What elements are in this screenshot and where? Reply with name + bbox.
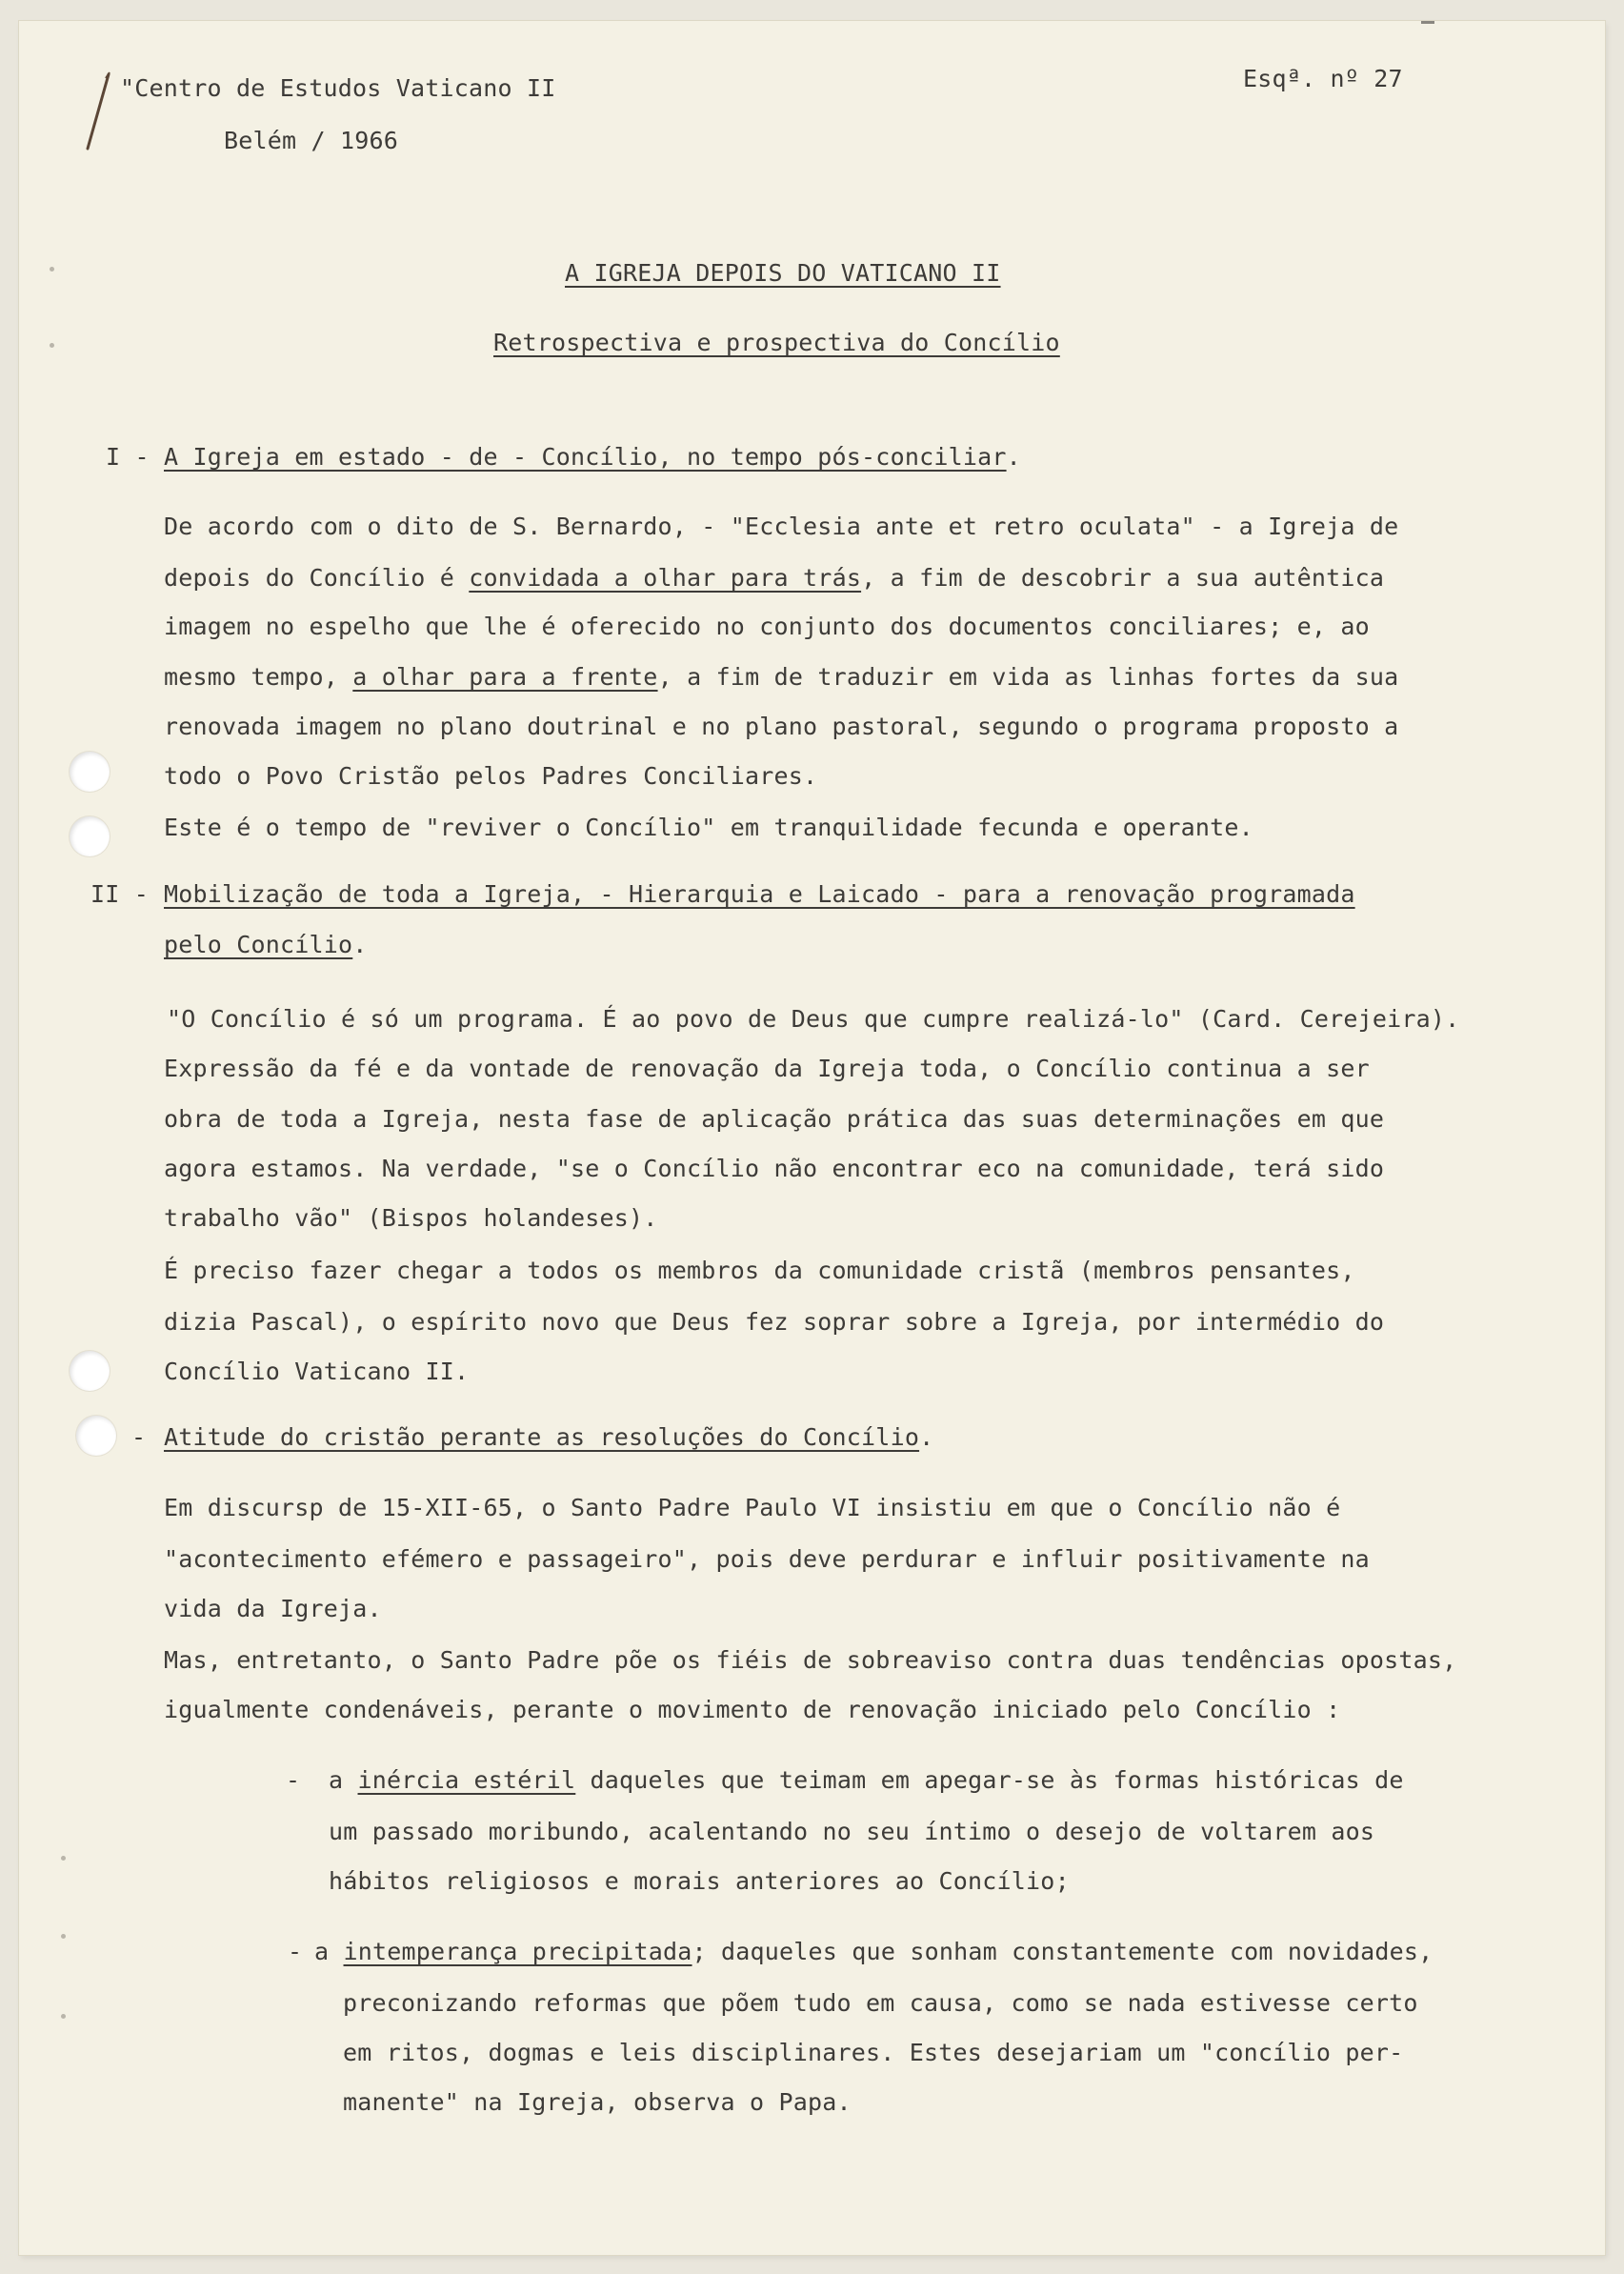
speck xyxy=(61,1856,66,1861)
bullet1-line3: hábitos religiosos e morais anteriores ao Concílio; xyxy=(329,1867,1070,1895)
section2-number: II - xyxy=(90,880,150,908)
document-subtitle: Retrospectiva e prospectiva do Concílio xyxy=(493,329,1060,356)
bullet1-dash: - xyxy=(286,1766,301,1794)
section2-para1-line4: agora estamos. Na verdade, "se o Concílio não encontrar eco na comunidade, terá sido xyxy=(164,1155,1385,1182)
header-ref: Esqª. nº 27 xyxy=(1243,65,1403,92)
section1-para2: Este é o tempo de "reviver o Concílio" em tranquilidade fecunda e operante. xyxy=(164,814,1253,841)
header-org-line2: Belém / 1966 xyxy=(224,127,399,154)
section3-heading-text: Atitude do cristão perante as resoluções do Concílio xyxy=(164,1423,920,1451)
document-page xyxy=(19,21,1605,2255)
bullet1-line1-b: daqueles que teimam em apegar-se às formas históricas de xyxy=(575,1766,1404,1794)
section3-heading-end: . xyxy=(919,1423,934,1451)
section1-para1-line2-underlined: convidada a olhar para trás xyxy=(469,564,862,592)
section3-para1-line1: Em discursp de 15-XII-65, o Santo Padre Paulo VI insistiu em que o Concílio não é xyxy=(164,1494,1341,1521)
header-org-line1: "Centro de Estudos Vaticano II xyxy=(120,74,556,102)
section2-para2-line1: É preciso fazer chegar a todos os membros da comunidade cristã (membros pensantes, xyxy=(164,1257,1355,1284)
punch-hole xyxy=(70,816,110,856)
bullet1-line1 xyxy=(329,1766,1404,1795)
section3-para2-line2: igualmente condenáveis, perante o movimento de renovação iniciado pelo Concílio : xyxy=(164,1696,1341,1723)
section3-para1-line3: vida da Igreja. xyxy=(164,1595,382,1622)
section2-heading-line2 xyxy=(164,931,368,959)
section1-para1-line2 xyxy=(164,564,1384,593)
bullet2-line3: em ritos, dogmas e leis disciplinares. Estes desejariam um "concílio per- xyxy=(343,2039,1404,2066)
section3-heading xyxy=(164,1423,933,1452)
bullet2-line1-b: ; daqueles que sonham constantemente com novidades, xyxy=(692,1938,1434,1965)
bullet1-line1-underlined: inércia estéril xyxy=(357,1766,576,1794)
section2-para1-line5: trabalho vão" (Bispos holandeses). xyxy=(164,1204,658,1232)
section1-para1-line5: renovada imagem no plano doutrinal e no plano pastoral, segundo o programa proposto a xyxy=(164,713,1399,740)
section2-heading-line1: Mobilização de toda a Igreja, - Hierarquia e Laicado - para a renovação programada xyxy=(164,880,1355,908)
bullet1-line1-a: a xyxy=(329,1766,358,1794)
pen-mark xyxy=(80,70,118,156)
speck xyxy=(61,1934,66,1939)
section1-heading-end: . xyxy=(1006,443,1021,471)
bullet2-line1-a: a xyxy=(314,1938,344,1965)
section3-para2-line1: Mas, entretanto, o Santo Padre põe os fiéis de sobreaviso contra duas tendências opostas, xyxy=(164,1646,1457,1674)
section1-para1-line1: De acordo com o dito de S. Bernardo, - "Ecclesia ante et retro oculata" - a Igreja de xyxy=(164,513,1399,540)
speck xyxy=(61,2014,66,2019)
speck xyxy=(50,343,54,348)
punch-hole xyxy=(76,1416,116,1456)
punch-hole xyxy=(70,752,110,792)
section1-para1-line2-a: depois do Concílio é xyxy=(164,564,470,592)
speck xyxy=(50,267,54,272)
section1-para1-line4-b: , a fim de traduzir em vida as linhas fortes da sua xyxy=(657,663,1399,691)
section1-heading-text: A Igreja em estado - de - Concílio, no tempo pós-conciliar xyxy=(164,443,1007,471)
section1-para1-line4-a: mesmo tempo, xyxy=(164,663,353,691)
section1-number: I - xyxy=(106,443,150,471)
section2-para2-line3: Concílio Vaticano II. xyxy=(164,1358,470,1385)
section1-para1-line4 xyxy=(164,663,1398,692)
section2-para1-line3: obra de toda a Igreja, nesta fase de aplicação prática das suas determinações em que xyxy=(164,1105,1385,1133)
section1-para1-line2-b: , a fim de descobrir a sua autêntica xyxy=(861,564,1385,592)
document-title: A IGREJA DEPOIS DO VATICANO II xyxy=(565,259,1001,287)
punch-hole xyxy=(70,1351,110,1391)
bullet1-line2: um passado moribundo, acalentando no seu íntimo o desejo de voltarem aos xyxy=(329,1818,1375,1845)
speck xyxy=(1421,21,1434,24)
section1-para1-line4-underlined: a olhar para a frente xyxy=(352,663,658,691)
section2-para2-line2: dizia Pascal), o espírito novo que Deus fez soprar sobre a Igreja, por intermédio do xyxy=(164,1308,1385,1336)
section3-number: - xyxy=(131,1423,147,1451)
section3-para1-line2: "acontecimento efémero e passageiro", pois deve perdurar e influir positivamente na xyxy=(164,1545,1370,1573)
bullet2-line2: preconizando reformas que põem tudo em causa, como se nada estivesse certo xyxy=(343,1989,1418,2017)
bullet2-dash: - xyxy=(288,1938,303,1965)
section2-para1-line1: "O Concílio é só um programa. É ao povo de Deus que cumpre realizá-lo" (Card. Cerejeira). xyxy=(167,1005,1460,1033)
section1-para1-line3: imagem no espelho que lhe é oferecido no conjunto dos documentos conciliares; e, ao xyxy=(164,613,1370,640)
section1-heading xyxy=(164,443,1021,472)
section2-heading-end: . xyxy=(352,931,368,958)
section2-heading-line2-text: pelo Concílio xyxy=(164,931,353,958)
bullet2-line4: manente" na Igreja, observa o Papa. xyxy=(343,2088,852,2116)
bullet2-line1-underlined: intemperança precipitada xyxy=(343,1938,692,1965)
section2-para1-line2: Expressão da fé e da vontade de renovação da Igreja toda, o Concílio continua a ser xyxy=(164,1055,1370,1082)
section1-para1-line6: todo o Povo Cristão pelos Padres Conciliares. xyxy=(164,762,818,790)
bullet2-line1 xyxy=(314,1938,1433,1966)
